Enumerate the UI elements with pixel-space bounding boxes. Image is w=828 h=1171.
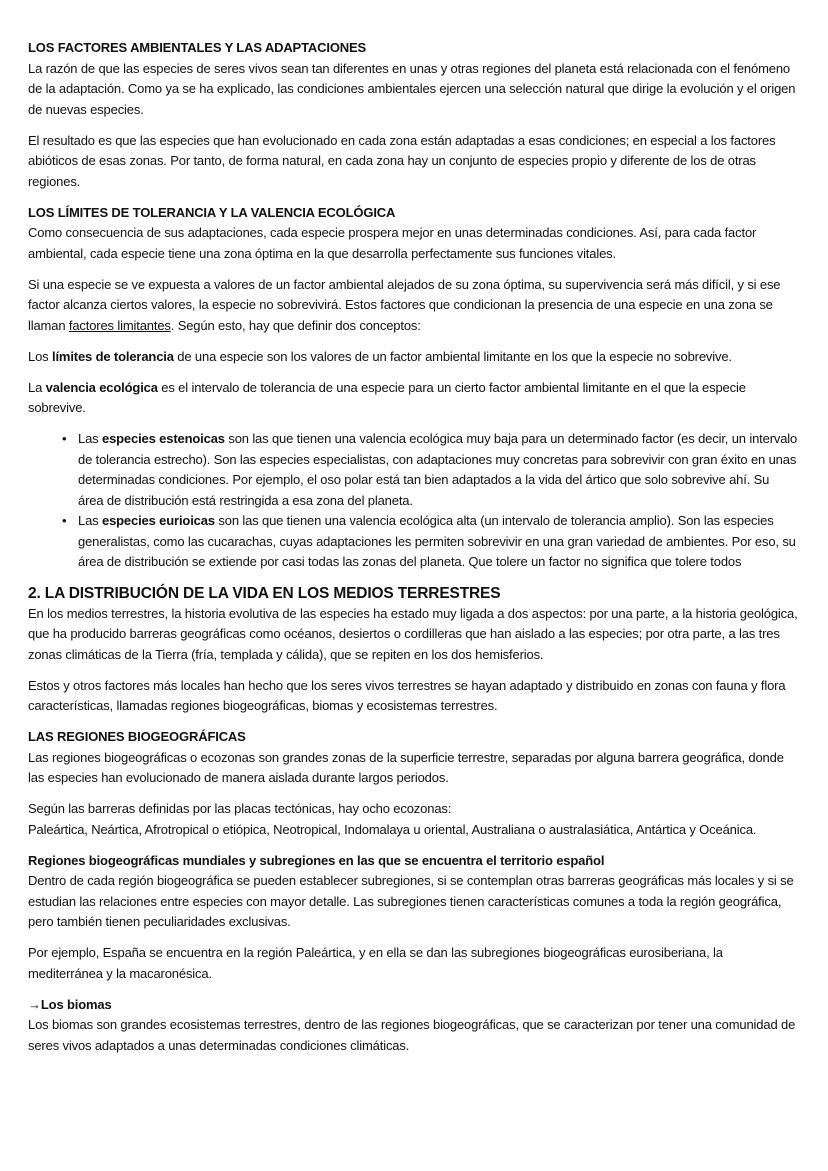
- paragraph: Estos y otros factores más locales han hecho que los seres vivos terrestres se hayan adaptado y distribuido en zonas con fauna y flora características, llamadas regiones biogeográficas, biomas y ecosistemas terrestres.: [28, 677, 786, 713]
- heading-limites-tolerancia: LOS LÍMITES DE TOLERANCIA Y LA VALENCIA ECOLÓGICA: [28, 204, 396, 220]
- bullet-list: [28, 429, 798, 573]
- paragraph: En los medios terrestres, la historia evolutiva de las especies ha estado muy ligada a dos aspectos: por una parte, a la historia geológica, que ha producido barreras geográficas como océanos, desiertos o cordilleras que han aislado a las especies; por otra parte, a las tres zonas climáticas de la Tierra (fría, templada y cálida), que se repiten en los dos hemisferios.: [28, 605, 798, 662]
- text: Según las barreras definidas por las placas tectónicas, hay ocho ecozonas:: [28, 801, 452, 816]
- paragraph: [28, 378, 798, 419]
- paragraph: Como consecuencia de sus adaptaciones, cada especie prospera mejor en unas determinadas condiciones. Así, para cada factor ambiental, cada especie tiene una zona óptima en la que desarrolla perfectamente sus funciones vitales.: [28, 225, 757, 261]
- text: Las: [78, 513, 102, 528]
- list-item: [78, 511, 798, 573]
- text: es el intervalo de tolerancia de una especie para un cierto factor ambiental limitante en el que la especie sobrevive.: [28, 379, 746, 415]
- text: Los: [28, 348, 52, 364]
- text: Las: [78, 431, 102, 446]
- paragraph: Los biomas son grandes ecosistemas terrestres, dentro de las regiones biogeográficas, que se caracterizan por tener una comunidad de seres vivos adaptados a unas determinadas condiciones climáticas.: [28, 1017, 796, 1053]
- bold-term: especies estenoicas: [101, 431, 225, 446]
- heading-biomas: [28, 995, 798, 1016]
- paragraph: El resultado es que las especies que han evolucionado en cada zona están adaptadas a esas condiciones; en especial a los factores abióticos de esas zonas. Por tanto, de forma natural, en cada zona hay un conjunto de especies propio y diferente de los de otras regiones.: [28, 132, 776, 189]
- underlined-term: factores limitantes: [68, 317, 171, 333]
- paragraph: Dentro de cada región biogeográfica se pueden establecer subregiones, si se contemplan otras barreras geográficas más locales y si se estudian las relaciones entre especies con mayor detalle. Las subregiones tienen características comunes a toda la región geográfica, pero también tienen peculiaridades exclusivas.: [28, 873, 794, 929]
- text: La: [28, 379, 46, 395]
- text: de una especie son los valores de un factor ambiental limitante en los que la especie no sobrevive.: [173, 348, 732, 364]
- bold-term: especies eurioicas: [101, 513, 215, 528]
- paragraph: Las regiones biogeográficas o ecozonas son grandes zonas de la superficie terrestre, separadas por alguna barrera geográfica, donde las especies han evolucionado de manera aislada durante largos periodos.: [28, 749, 784, 785]
- paragraph: Por ejemplo, España se encuentra en la región Paleártica, y en ella se dan las subregiones biogeográficas eurosiberiana, la mediterránea y la macaronésica.: [28, 945, 723, 981]
- section-heading-distribucion: 2. LA DISTRIBUCIÓN DE LA VIDA EN LOS MEDIOS TERRESTRES: [28, 584, 501, 602]
- heading-regiones-biogeograficas: LAS REGIONES BIOGEOGRÁFICAS: [28, 729, 246, 744]
- bold-term: límites de tolerancia: [51, 348, 174, 364]
- text: Si una especie se ve expuesta a valores de un factor ambiental alejados de su zona óptima, su supervivencia será más difícil, y si ese factor alcanza ciertos valores, la especie no sobrevivirá. Estos factores que condicionan la presencia de una especie en una zona se llaman: [28, 276, 781, 333]
- bold-term: valencia ecológica: [45, 379, 158, 395]
- heading-text: Los biomas: [40, 996, 112, 1012]
- arrow-icon: →: [28, 996, 41, 1012]
- text: . Según esto, hay que definir dos conceptos:: [170, 317, 421, 333]
- ecozonas-list: Paleártica, Neártica, Afrotropical o etiópica, Neotropical, Indomalaya u oriental, Australiana o australasiática, Antártica y Oceánica.: [28, 821, 757, 837]
- list-item: [78, 429, 798, 511]
- text: son las que tienen una valencia ecológica alta (un intervalo de tolerancia amplio). Son las especies generalistas, como las cucarachas, cuyas adaptaciones les permiten sobrevivir en una gran variedad de ambientes. Por eso, su área de distribución se extiende por casi todas las zonas del planeta. Que tolere un factor no significa que tolere todos: [78, 513, 796, 569]
- paragraph: [28, 275, 798, 337]
- heading-factores-ambientales: LOS FACTORES AMBIENTALES Y LAS ADAPTACIONES: [28, 40, 367, 55]
- paragraph: [28, 799, 798, 840]
- heading-subregiones: Regiones biogeográficas mundiales y subregiones en las que se encuentra el territorio español: [28, 852, 605, 868]
- paragraph: La razón de que las especies de seres vivos sean tan diferentes en unas y otras regiones del planeta está relacionada con el fenómeno de la adaptación. Como ya se ha explicado, las condiciones ambientales ejercen una selección natural que dirige la evolución y el origen de nuevas especies.: [28, 60, 796, 117]
- paragraph: [28, 347, 798, 368]
- text: son las que tienen una valencia ecológica muy baja para un determinado factor (es decir, un intervalo de tolerancia estrecho). Son las especies especialistas, con adaptaciones muy concretas para sobrevivir con gran éxito en unas determinadas condiciones. Por ejemplo, el oso polar está tan bien adaptados a la vida del ártico que solo sobrevive ahí. Su área de distribución está restringida a esa zona del planeta.: [78, 431, 798, 508]
